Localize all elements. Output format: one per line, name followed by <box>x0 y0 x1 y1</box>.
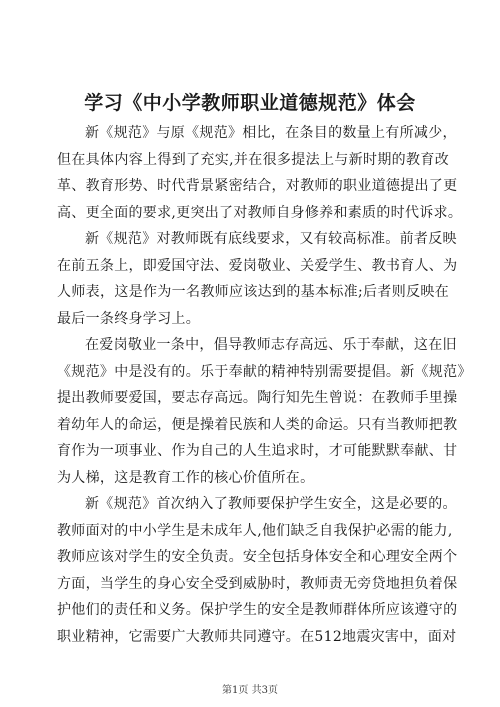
paragraph-line: 最后一条终身学习上。 <box>57 310 200 327</box>
paragraph-line: 人师表，这是作为一名教师应该达到的基本标准;后者则反映在 <box>57 284 449 300</box>
paragraph-line: 《规范》中是没有的。乐于奉献的精神特别需要提倡。新《规范》 <box>57 363 472 380</box>
paragraph-line: 高、更全面的要求,更突出了对教师自身修养和素质的时代诉求。 <box>57 204 463 221</box>
paragraph-line: 方面，当学生的身心安全受到威胁时，教师责无旁贷地担负着保 <box>57 575 458 592</box>
paragraph-line: 着幼年人的命运，便是操着民族和人类的命运。只有当教师把教 <box>57 416 458 433</box>
paragraph-line: 教师应该对学生的安全负责。安全包括身体安全和心理安全两个 <box>57 549 458 565</box>
paragraph-line: 新《规范》对教师既有底线要求，又有较高标准。前者反映 <box>85 231 457 247</box>
paragraph-line: 提出教师要爱国，要志存高远。陶行知先生曾说：在教师手里操 <box>57 390 458 406</box>
paragraph-line: 革、教育形势、时代背景紧密结合，对教师的职业道德提出了更 <box>57 178 458 194</box>
paragraph-line: 育作为一项事业、作为自己的人生追求时，才可能默默奉献、甘 <box>57 443 458 459</box>
paragraph <box>57 120 463 226</box>
paragraph-line: 职业精神，它需要广大教师共同遵守。在512地震灾害中，面对 <box>57 628 457 645</box>
paragraph <box>57 332 472 491</box>
paragraph-line: 为人梯，这是教育工作的核心价值所在。 <box>57 469 315 486</box>
page-footer: 第1页 共3页 <box>222 685 278 696</box>
paragraph-line: 但在具体内容上得到了充实,并在很多提法上与新时期的教育改 <box>57 151 449 168</box>
paragraph-line: 新《规范》首次纳入了教师要保护学生安全，这是必要的。 <box>85 496 457 512</box>
paragraph-line: 在爱岗敬业一条中，倡导教师志存高远、乐于奉献，这在旧 <box>85 337 457 353</box>
paragraph-line: 在前五条上，即爱国守法、爱岗敬业、关爱学生、教书育人、为 <box>57 257 458 274</box>
paragraph-line: 教师面对的中小学生是未成年人,他们缺乏自我保护必需的能力, <box>57 522 453 539</box>
document-title: 学习《中小学教师职业道德规范》体会 <box>84 92 416 114</box>
paragraph <box>57 226 458 332</box>
document-body <box>57 120 472 650</box>
paragraph-line: 新《规范》与原《规范》相比，在条目的数量上有所减少， <box>85 125 457 141</box>
paragraph <box>57 491 458 650</box>
paragraph-line: 护他们的责任和义务。保护学生的安全是教师群体所应该遵守的 <box>57 602 458 618</box>
